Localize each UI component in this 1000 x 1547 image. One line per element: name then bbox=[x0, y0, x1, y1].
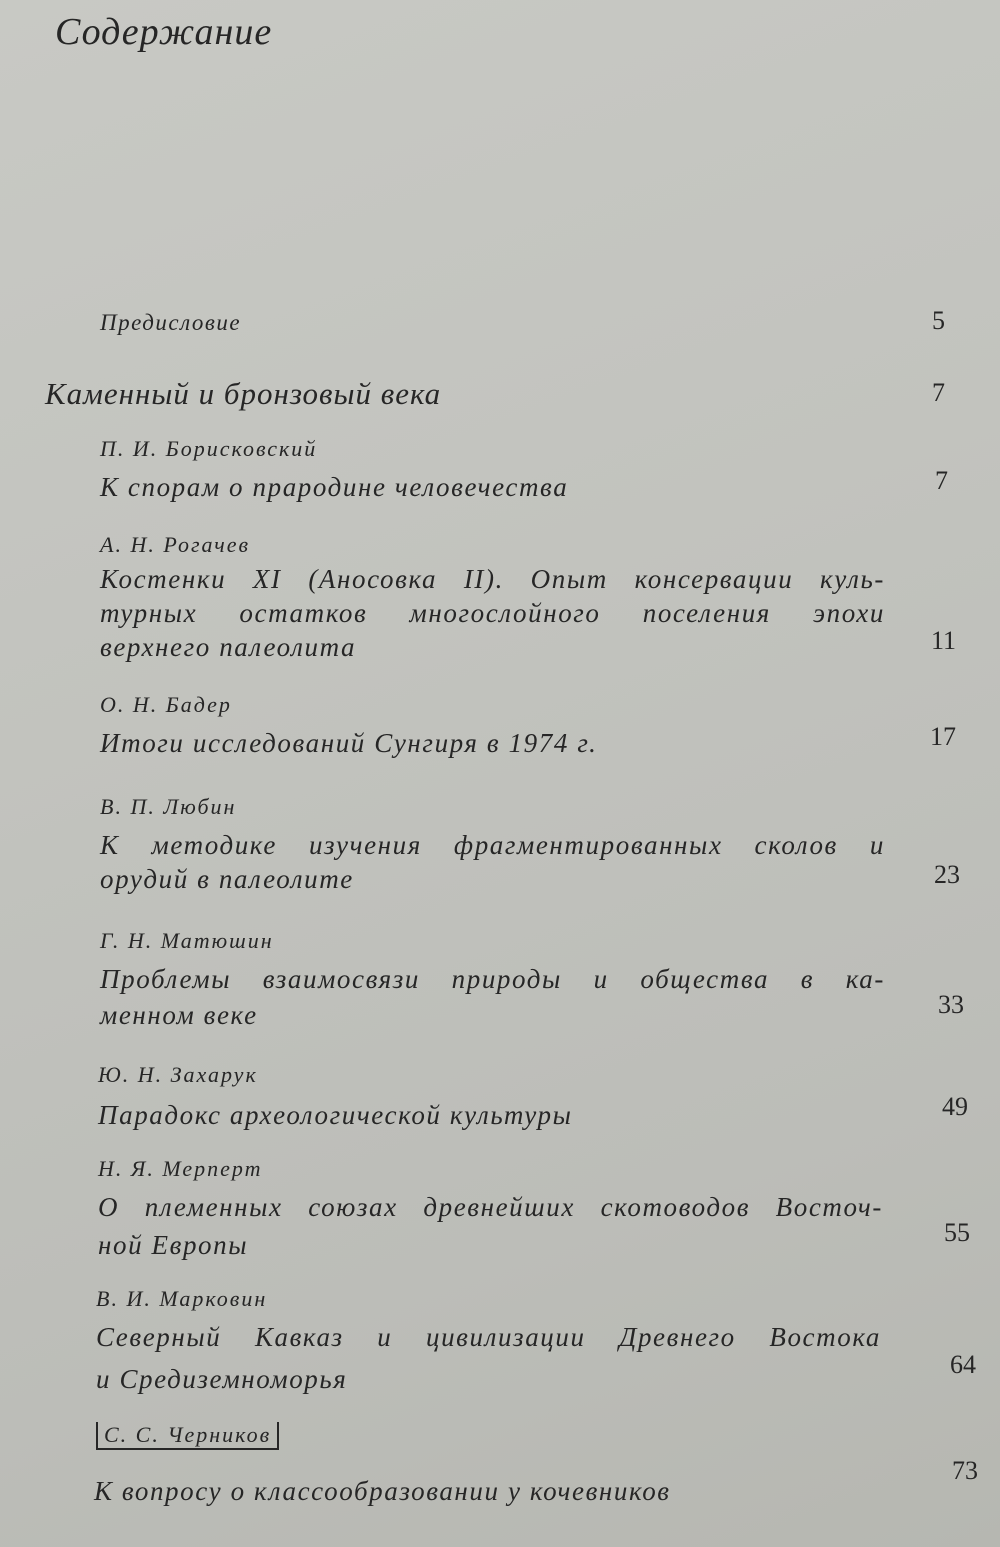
entry-author: О. Н. Бадер bbox=[100, 692, 232, 717]
entry-title-line: Парадокс археологической культуры bbox=[98, 1100, 573, 1130]
page-title: Содержание bbox=[55, 11, 273, 53]
entry-title-line: Проблемы взаимосвязи природы и общества в ка- bbox=[100, 964, 885, 994]
entry-title-line: и Средиземноморья bbox=[96, 1364, 348, 1394]
entry-author-boxed: С. С. Черников bbox=[96, 1422, 279, 1450]
entry-page: 23 bbox=[934, 860, 960, 889]
entry-title-line: верхнего палеолита bbox=[100, 632, 357, 662]
entry-author: Ю. Н. Захарук bbox=[98, 1062, 258, 1087]
entry-page: 73 bbox=[952, 1456, 978, 1485]
entry-title-line: Итоги исследований Сунгиря в 1974 г. bbox=[100, 728, 598, 758]
entry-page: 55 bbox=[944, 1218, 970, 1247]
entry-title-line: орудий в палеолите bbox=[100, 864, 354, 894]
entry-author: В. И. Марковин bbox=[96, 1286, 268, 1311]
entry-page: 7 bbox=[935, 466, 948, 495]
preface-page: 5 bbox=[932, 306, 945, 335]
entry-title-line: турных остатков многослойного поселения эпохи bbox=[100, 598, 885, 628]
entry-title-line: ной Европы bbox=[98, 1230, 249, 1260]
entry-page: 49 bbox=[942, 1092, 968, 1121]
entry-page: 33 bbox=[938, 990, 964, 1019]
entry-author: Н. Я. Мерперт bbox=[98, 1156, 263, 1181]
entry-title-line: Северный Кавказ и цивилизации Древнего Востока bbox=[96, 1322, 881, 1352]
entry-title-line: К методике изучения фрагментированных сколов и bbox=[100, 830, 885, 860]
entry-title-line: менном веке bbox=[100, 1000, 258, 1030]
entry-title-line: К вопросу о классообразовании у кочевников bbox=[94, 1476, 671, 1506]
entry-author: П. И. Борисковский bbox=[100, 436, 318, 461]
entry-author: В. П. Любин bbox=[100, 794, 237, 819]
entry-author: А. Н. Рогачев bbox=[100, 532, 251, 557]
entry-author: Г. Н. Матюшин bbox=[100, 928, 274, 953]
entry-title-line: Костенки XI (Аносовка II). Опыт консервации куль- bbox=[100, 564, 885, 594]
entry-page: 17 bbox=[930, 722, 956, 751]
section-title: Каменный и бронзовый века bbox=[45, 376, 442, 411]
section-page: 7 bbox=[932, 378, 945, 407]
entry-title-line: О племенных союзах древнейших скотоводов Восточ- bbox=[98, 1192, 883, 1222]
entry-page: 11 bbox=[930, 626, 956, 655]
entry-title-line: К спорам о прародине человечества bbox=[100, 472, 569, 502]
entry-page: 64 bbox=[950, 1350, 976, 1379]
preface-title: Предисловие bbox=[100, 310, 242, 335]
